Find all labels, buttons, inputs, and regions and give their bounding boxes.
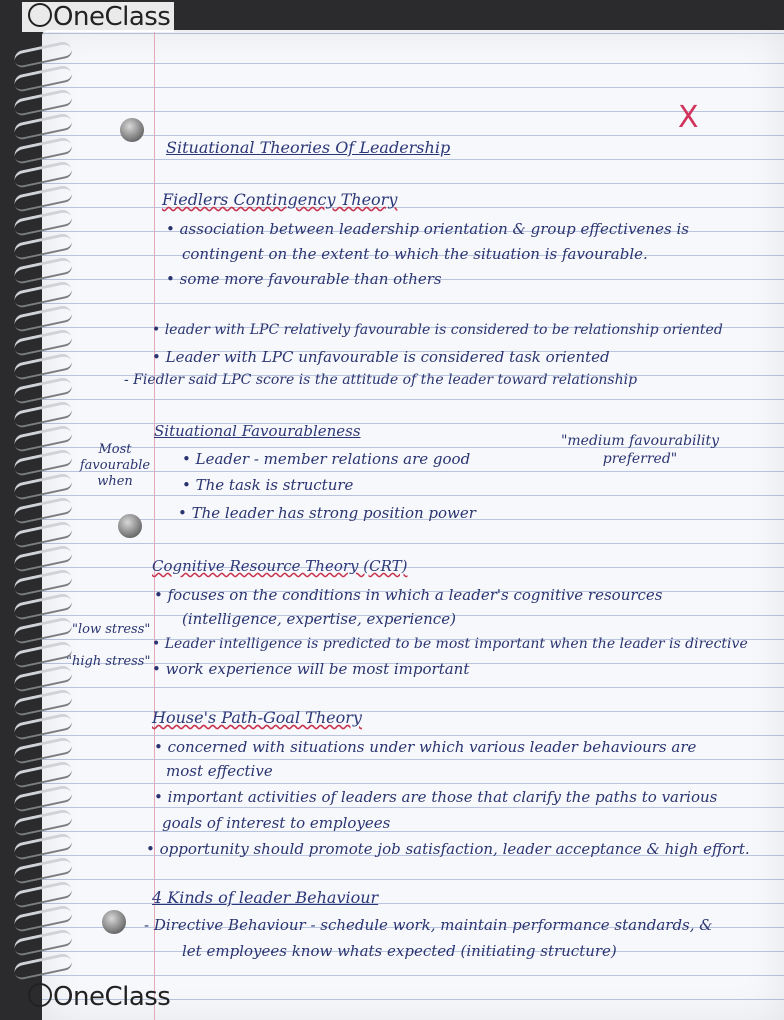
spiral-binding <box>14 40 74 1010</box>
crt-line: • focuses on the conditions in which a leader's cognitive resources <box>154 586 663 604</box>
favourableness-line: • Leader - member relations are good <box>182 450 471 468</box>
fiedler-line: • association between leadership orientation & group effectivenes is <box>166 220 689 238</box>
oneclass-logo <box>22 2 174 32</box>
house-heading: House's Path-Goal Theory <box>152 708 362 727</box>
crt-heading: Cognitive Resource Theory (CRT) <box>152 557 408 575</box>
x-mark: X <box>678 100 699 135</box>
favourableness-heading: Situational Favourableness <box>154 422 361 440</box>
fiedler-heading: Fiedlers Contingency Theory <box>162 190 398 209</box>
crt-line: (intelligence, expertise, experience) <box>182 610 456 628</box>
favourableness-line: • The leader has strong position power <box>178 504 476 522</box>
crt-line: • Leader intelligence is predicted to be most important when the leader is directive <box>152 636 748 652</box>
house-line: goals of interest to employees <box>162 814 391 832</box>
behaviour-line: let employees know whats expected (initiating structure) <box>182 942 617 960</box>
crt-line: • work experience will be most important <box>152 660 470 678</box>
logo-text: OneClass <box>53 982 171 1012</box>
fiedler-line: - Fiedler said LPC score is the attitude of the leader toward relationship <box>124 372 638 388</box>
crt-side-label: "high stress" <box>66 654 151 669</box>
fiedler-line: contingent on the extent to which the situation is favourable. <box>182 245 648 263</box>
oneclass-logo <box>22 982 174 1012</box>
fiedler-line: • Leader with LPC unfavourable is considered task oriented <box>152 348 610 366</box>
crt-side-label: "low stress" <box>72 622 151 637</box>
page-title: Situational Theories Of Leadership <box>166 138 451 157</box>
side-label: Most favourable when <box>79 442 151 489</box>
logo-text: OneClass <box>53 2 171 32</box>
house-line: • opportunity should promote job satisfaction, leader acceptance & high effort. <box>146 840 750 858</box>
logo-circle-icon <box>28 3 52 27</box>
logo-circle-icon <box>28 983 52 1007</box>
behaviour-heading: 4 Kinds of leader Behaviour <box>152 888 379 907</box>
favourableness-line: • The task is structure <box>182 476 354 494</box>
punch-hole <box>120 118 144 142</box>
punch-hole <box>102 910 126 934</box>
house-line: • concerned with situations under which various leader behaviours are <box>154 738 697 756</box>
house-line: • important activities of leaders are those that clarify the paths to various <box>154 788 718 806</box>
fiedler-line: • leader with LPC relatively favourable is considered to be relationship oriented <box>152 322 723 338</box>
fiedler-line: • some more favourable than others <box>166 270 442 288</box>
notebook-page <box>42 30 784 1020</box>
behaviour-line: - Directive Behaviour - schedule work, maintain performance standards, & <box>144 916 713 934</box>
margin-line <box>154 30 155 1020</box>
house-line: most effective <box>166 762 273 780</box>
favourability-note: "medium favourability preferred" <box>560 433 720 467</box>
punch-hole <box>118 514 142 538</box>
